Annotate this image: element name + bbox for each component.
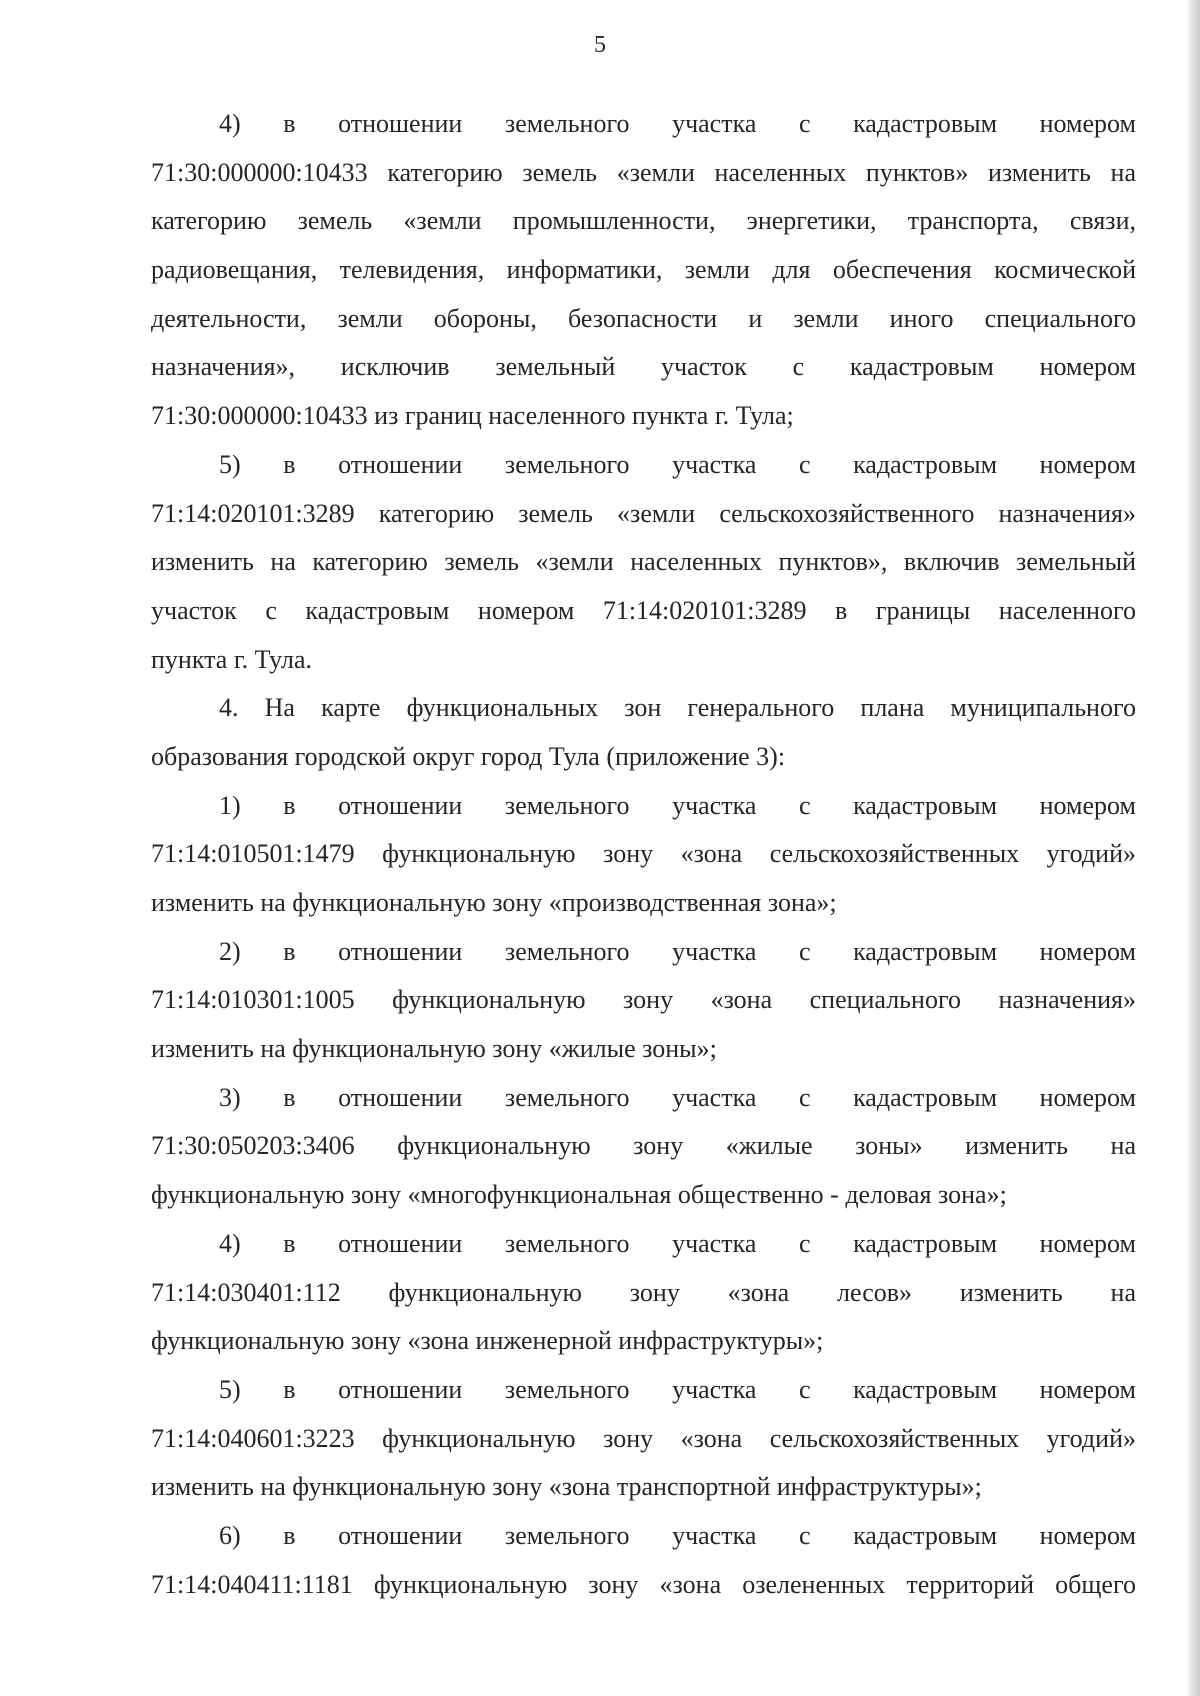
text-line: 3) в отношении земельного участка с кадастровым номером	[219, 1082, 1136, 1112]
text-line: 71:30:000000:10433 из границ населенного пункта г. Тула;	[151, 401, 794, 431]
text-line: 6) в отношении земельного участка с кадастровым номером	[219, 1520, 1136, 1550]
text-line: категорию земель «земли промышленности, энергетики, транспорта, связи,	[151, 206, 1136, 236]
text-line: изменить на функциональную зону «производственная зона»;	[151, 888, 837, 917]
text-line: изменить на функциональную зону «жилые зоны»;	[151, 1034, 717, 1064]
text-line: 5) в отношении земельного участка с кадастровым номером	[219, 449, 1136, 479]
text-line: 4) в отношении земельного участка с кадастровым номером	[219, 109, 1136, 138]
text-line: 71:30:000000:10433 категорию земель «земли населенных пунктов» изменить на	[151, 157, 1136, 187]
text-line: участок с кадастровым номером 71:14:020101:3289 в границы населенного	[151, 595, 1136, 625]
text-line: 71:14:040411:1181 функциональную зону «зона озелененных территорий общего	[151, 1569, 1136, 1599]
page-edge-shadow	[1186, 0, 1200, 1696]
document-body	[151, 100, 1136, 1609]
text-line: деятельности, земли обороны, безопасности и земли иного специального	[151, 303, 1136, 333]
text-line: 71:14:040601:3223 функциональную зону «зона сельскохозяйственных угодий»	[151, 1423, 1136, 1453]
text-line: образования городской округ город Тула (приложение 3):	[151, 741, 786, 771]
text-line: 4) в отношении земельного участка с кадастровым номером	[219, 1228, 1136, 1258]
page-number: 5	[594, 32, 606, 58]
text-line: изменить на функциональную зону «зона транспортной инфраструктуры»;	[151, 1472, 982, 1502]
text-line: 71:14:010501:1479 функциональную зону «зона сельскохозяйственных угодий»	[151, 839, 1136, 869]
text-line: 2) в отношении земельного участка с кадастровым номером	[219, 936, 1136, 966]
text-line: 1) в отношении земельного участка с кадастровым номером	[219, 790, 1136, 820]
text-line: 5) в отношении земельного участка с кадастровым номером	[219, 1374, 1136, 1404]
text-line: пункта г. Тула.	[151, 644, 313, 674]
text-line: 71:14:030401:112 функциональную зону «зона лесов» изменить на	[151, 1277, 1136, 1307]
text-line: 71:14:010301:1005 функциональную зону «зона специального назначения»	[151, 985, 1136, 1015]
text-line: 4. На карте функциональных зон генерального плана муниципального	[219, 693, 1136, 723]
text-line: 71:30:050203:3406 функциональную зону «жилые зоны» изменить на	[151, 1131, 1136, 1161]
text-line: изменить на категорию земель «земли населенных пунктов», включив земельный	[151, 547, 1136, 577]
text-line: функциональную зону «многофункциональная общественно - деловая зона»;	[151, 1180, 1007, 1210]
text-line: функциональную зону «зона инженерной инфраструктуры»;	[151, 1326, 824, 1356]
text-line: радиовещания, телевидения, информатики, земли для обеспечения космической	[151, 255, 1136, 285]
text-line: 71:14:020101:3289 категорию земель «земли сельскохозяйственного назначения»	[151, 498, 1136, 528]
text-line: назначения», исключив земельный участок с кадастровым номером	[151, 352, 1136, 382]
